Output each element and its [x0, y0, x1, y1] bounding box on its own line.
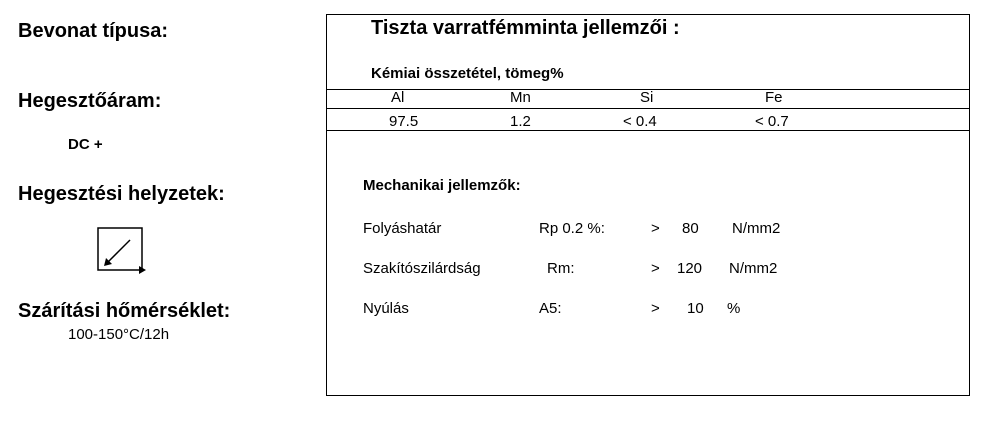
mechanical-properties-heading: Mechanikai jellemzők: — [363, 177, 521, 194]
drying-temp-value: 100-150°C/12h — [68, 326, 170, 343]
mech-row-unit: N/mm2 — [729, 260, 778, 277]
chem-header-mn: Mn — [510, 89, 531, 106]
welding-positions-label: Hegesztési helyzetek: — [18, 183, 225, 205]
table-bottom-rule — [327, 130, 969, 131]
chem-value-si: < 0.4 — [623, 113, 657, 130]
welding-current-value: DC + — [68, 136, 103, 153]
table-header-rule — [327, 108, 969, 109]
mech-row-name: Szakítószilárdság — [363, 260, 481, 277]
chem-value-fe: < 0.7 — [755, 113, 789, 130]
welding-current-label: Hegesztőáram: — [18, 90, 162, 112]
mech-row-unit: % — [727, 300, 741, 317]
mech-row-symbol: Rp 0.2 %: — [539, 220, 605, 237]
mech-row-value: 80 — [682, 220, 699, 237]
mech-row-operator: > — [651, 220, 660, 237]
mech-row-name: Nyúlás — [363, 300, 409, 317]
panel-title: Tiszta varratfémminta jellemzői : — [371, 17, 680, 39]
chem-value-al: 97.5 — [389, 113, 419, 130]
chem-value-mn: 1.2 — [510, 113, 531, 130]
mech-row-unit: N/mm2 — [732, 220, 781, 237]
mech-row-name: Folyáshatár — [363, 220, 442, 237]
diagonal-arrow-position-icon — [96, 226, 148, 274]
chem-header-fe: Fe — [765, 89, 783, 106]
mech-row-symbol: Rm: — [547, 260, 575, 277]
chem-header-al: Al — [391, 89, 405, 106]
mech-row-operator: > — [651, 260, 660, 277]
mech-row-value: 10 — [687, 300, 704, 317]
mech-row-value: 120 — [677, 260, 703, 277]
mech-row-operator: > — [651, 300, 660, 317]
mech-row-symbol: A5: — [539, 300, 562, 317]
chem-header-si: Si — [640, 89, 654, 106]
weld-metal-properties-panel — [326, 14, 970, 396]
chemical-composition-heading: Kémiai összetétel, tömeg% — [371, 65, 564, 82]
coating-type-label: Bevonat típusa: — [18, 20, 169, 42]
drying-temp-label: Szárítási hőmérséklet: — [18, 300, 231, 322]
